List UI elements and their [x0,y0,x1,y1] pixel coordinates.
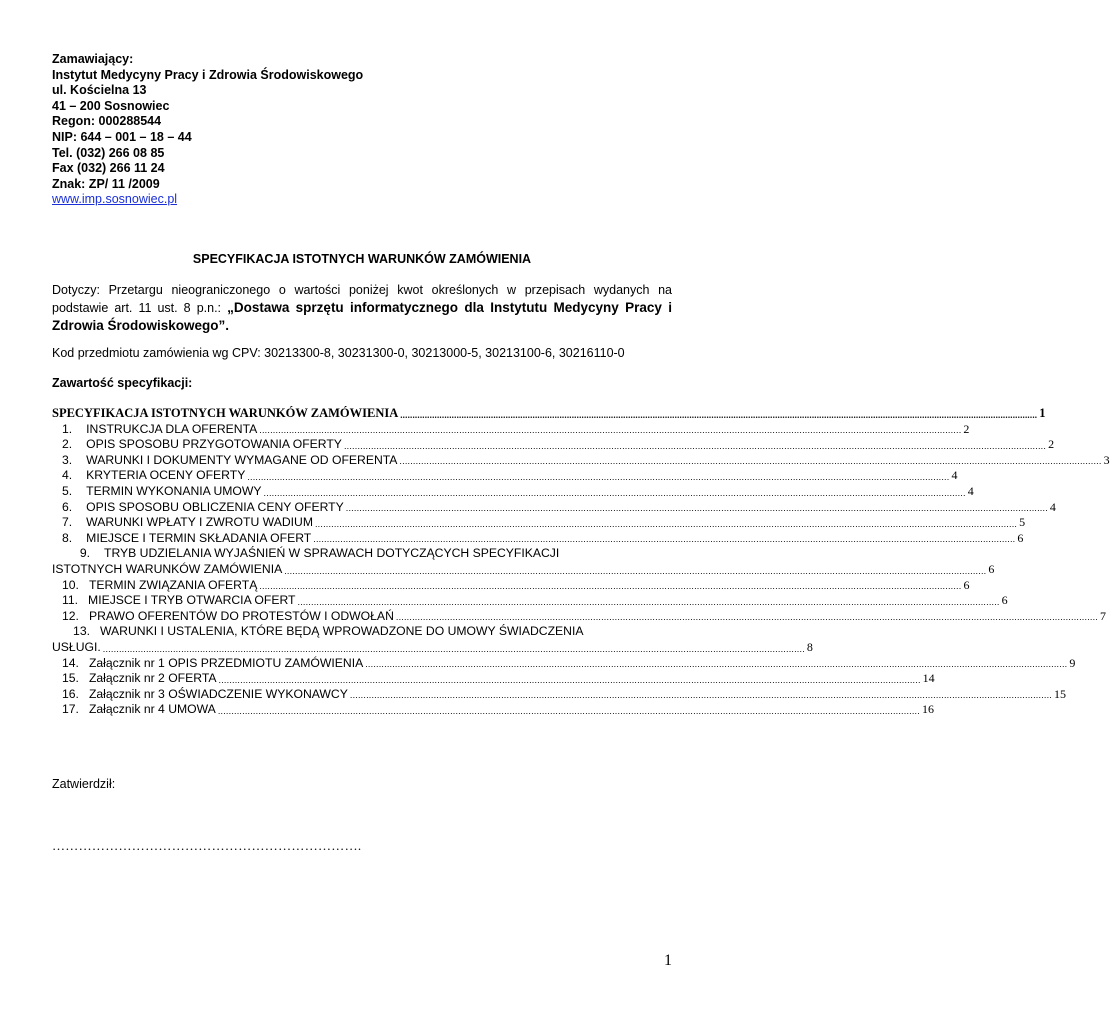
toc-entry-number: 2. [62,437,73,452]
toc-leader-dots: .................................................................................................................................................................................................................................................................... [217,705,920,716]
toc-leader-dots: .................................................................................................................................................................................................................................................................... [395,612,1099,623]
header-line-reference: Znak: ZP/ 11 /2009 [52,176,160,191]
header-line-label: Zamawiający: [52,52,134,66]
toc-entry-label: WARUNKI WPŁATY I ZWROTU WADIUM [86,515,313,530]
subject-line-3 [52,317,672,335]
subject-line-2 [52,299,672,317]
toc-leader-dots: .................................................................................................................................................................................................................................................................... [218,674,921,685]
toc-entry-label: WARUNKI I USTALENIA, KTÓRE BĘDĄ WPROWADZONE DO UMOWY ŚWIADCZENIA [100,624,584,639]
signature-line: ……………………………………………………………. [52,838,362,853]
toc-entry-number: 12. [62,608,79,623]
toc-entry-continuation[interactable] [52,561,995,578]
subject-title-part-1: „Dostawa sprzętu informatycznego dla Instytutu Medycyny Pracy i [227,300,672,315]
toc-entry-label: PRAWO OFERENTÓW DO PROTESTÓW I ODWOŁAŃ [88,608,394,623]
toc-leader-dots: .................................................................................................................................................................................................................................................................... [399,456,1102,467]
toc-leader-dots: .................................................................................................................................................................................................................................................................... [102,643,805,654]
toc-leader-dots: .................................................................................................................................................................................................................................................................... [314,518,1018,529]
toc-leader-dots: .................................................................................................................................................................................................................................................................... [259,581,962,592]
toc-entry-page: 6 [963,577,970,592]
toc-entry-label: USŁUGI. [52,639,101,654]
toc-entry-number: 7. [62,515,73,530]
toc-entry-page: 2 [1048,437,1055,452]
toc-entry[interactable] [52,437,1055,453]
toc-entry-number: 10. [62,577,79,592]
toc-entry-number: 15. [62,671,79,686]
header-line-institute: Instytut Medycyny Pracy i Zdrowia Środowiskowego [52,67,364,82]
toc-leader-dots: .................................................................................................................................................................................................................................................................... [259,425,962,436]
header-line-nip: NIP: 644 – 001 – 18 – 44 [52,129,192,144]
toc-entry-label: WARUNKI I DOKUMENTY WYMAGANE OD OFERENTA [86,452,398,467]
subject-paragraph [52,282,672,335]
toc-entry[interactable] [52,483,974,500]
cpv-codes: Kod przedmiotu zamówienia wg CPV: 30213300-8, 30231300-0, 30213000-5, 30213100-6, 30216110-0 [52,346,625,360]
toc-entry-page: 5 [1019,515,1026,530]
toc-entry-page: 9 [1069,655,1076,670]
toc-entry-page: 3 [1103,452,1110,467]
toc-entry-page: 1 [1039,406,1046,420]
page-number: 1 [664,952,672,969]
toc-entry[interactable] [52,515,1026,531]
toc-entry-label: ISTOTNYCH WARUNKÓW ZAMÓWIENIA [52,561,283,576]
toc-entry[interactable] [52,671,935,687]
toc-leader-dots: .................................................................................................................................................................................................................................................................... [313,534,1016,545]
header-line-street: ul. Kościelna 13 [52,83,147,98]
toc-entry-label: MIEJSCE I TRYB OTWARCIA OFERT [88,593,296,608]
contracting-authority-block [52,52,363,208]
toc-leader-dots: .................................................................................................................................................................................................................................................................... [343,440,1047,451]
toc-leader-dots: .................................................................................................................................................................................................................................................................... [284,565,987,576]
toc-entry[interactable] [52,702,934,718]
toc-entry-label: TERMIN ZWIĄZANIA OFERTĄ [88,577,258,592]
toc-entry[interactable] [52,624,670,640]
subject-prefix: podstawie art. 11 ust. 8 p.n.: [52,301,228,315]
toc-entry[interactable] [52,655,1076,672]
toc-entry-label: Załącznik nr 2 OFERTA [88,671,217,686]
toc-entry-page: 7 [1100,608,1107,623]
toc-entry-number: 3. [62,452,73,467]
toc-entry-label: OPIS SPOSOBU OBLICZENIA CENY OFERTY [86,499,344,514]
toc-entry-page: 2 [963,421,970,436]
toc-entry-label: SPECYFIKACJA ISTOTNYCH WARUNKÓW ZAMÓWIENIA [52,406,399,420]
toc-entry-page: 4 [951,468,958,483]
toc-entry-number: 4. [62,468,73,483]
toc-entry-number: 9. [79,546,90,561]
toc-entry-label: TRYB UDZIELANIA WYJAŚNIEŃ W SPRAWACH DOTYCZĄCYCH SPECYFIKACJI [104,546,560,561]
toc-entry[interactable] [52,499,1056,516]
toc-entry[interactable] [52,546,670,562]
toc-entry-page: 16 [921,702,934,717]
toc-leader-dots: .................................................................................................................................................................................................................................................................... [365,659,1068,670]
toc-entry-label: Załącznik nr 3 OŚWIADCZENIE WYKONAWCY [88,686,348,701]
toc-entry-number: 1. [62,421,73,436]
subject-title-part-2: Zdrowia Środowiskowego” [52,318,226,333]
toc-leader-dots: .................................................................................................................................................................................................................................................................... [263,487,966,498]
toc-entry-page: 6 [1017,530,1024,545]
toc-entry-page: 4 [1049,499,1056,514]
website-link[interactable]: www.imp.sosnowiec.pl [52,192,178,207]
header-line-fax: Fax (032) 266 11 24 [52,161,165,176]
toc-leader-dots: .................................................................................................................................................................................................................................................................... [345,503,1048,514]
toc-entry-page: 6 [1001,593,1008,608]
toc-entry-label: TERMIN WYKONANIA UMOWY [86,483,262,498]
toc-entry[interactable] [52,468,958,484]
toc-entry-label: OPIS SPOSOBU PRZYGOTOWANIA OFERTY [86,437,342,452]
toc-entry-number: 13. [73,624,90,639]
toc-entry-continuation[interactable] [52,639,813,656]
toc-entry[interactable] [52,452,1110,469]
contents-heading: Zawartość specyfikacji: [52,376,193,390]
header-line-regon: Regon: 000288544 [52,114,162,129]
toc-entry[interactable] [52,421,970,438]
toc-leader-dots: .................................................................................................................................................................................................................................................................... [349,690,1053,701]
toc-leader-dots: .................................................................................................................................................................................................................................................................... [297,596,1000,607]
toc-entry-label: Załącznik nr 4 UMOWA [88,702,216,717]
toc-entry-page: 6 [988,561,995,576]
toc-entry-number: 8. [62,530,73,545]
toc-entry[interactable] [52,686,1067,703]
toc-entry-number: 16. [62,686,79,701]
toc-leader-dots: .................................................................................................................................................................................................................................................................... [247,471,950,482]
toc-entry-page: 4 [967,483,974,498]
table-of-contents [52,406,1110,718]
subject-line-1: Dotyczy: Przetargu nieograniczonego o wartości poniżej kwot określonych w przepisach wydanych na [52,283,672,297]
toc-entry-number: 17. [62,702,79,717]
toc-leader-dots: .................................................................................................................................................................................................................................................................... [400,409,1038,420]
header-line-city: 41 – 200 Sosnowiec [52,98,170,113]
toc-entry-number: 14. [62,655,79,670]
approved-by-label: Zatwierdził: [52,777,116,791]
subject-title-end: . [225,318,230,333]
toc-entry-main[interactable] [52,406,1046,422]
toc-entry-page: 8 [806,639,813,654]
toc-entry-number: 6. [62,499,73,514]
toc-entry-label: MIEJSCE I TERMIN SKŁADANIA OFERT [86,530,312,545]
toc-entry-number: 5. [62,483,73,498]
toc-entry-label: INSTRUKCJA DLA OFERENTA [86,421,258,436]
toc-entry[interactable] [52,608,1107,625]
toc-entry-page: 15 [1054,686,1067,701]
document-title: SPECYFIKACJA ISTOTNYCH WARUNKÓW ZAMÓWIENIA [192,252,532,266]
toc-entry[interactable] [52,530,1024,547]
header-line-phone: Tel. (032) 266 08 85 [52,145,165,160]
toc-entry-page: 14 [922,671,935,686]
toc-entry-label: KRYTERIA OCENY OFERTY [86,468,246,483]
toc-entry[interactable] [52,593,1008,609]
toc-entry[interactable] [52,577,970,594]
toc-entry-number: 11. [62,593,79,608]
toc-entry-label: Załącznik nr 1 OPIS PRZEDMIOTU ZAMÓWIENIA [88,655,364,670]
